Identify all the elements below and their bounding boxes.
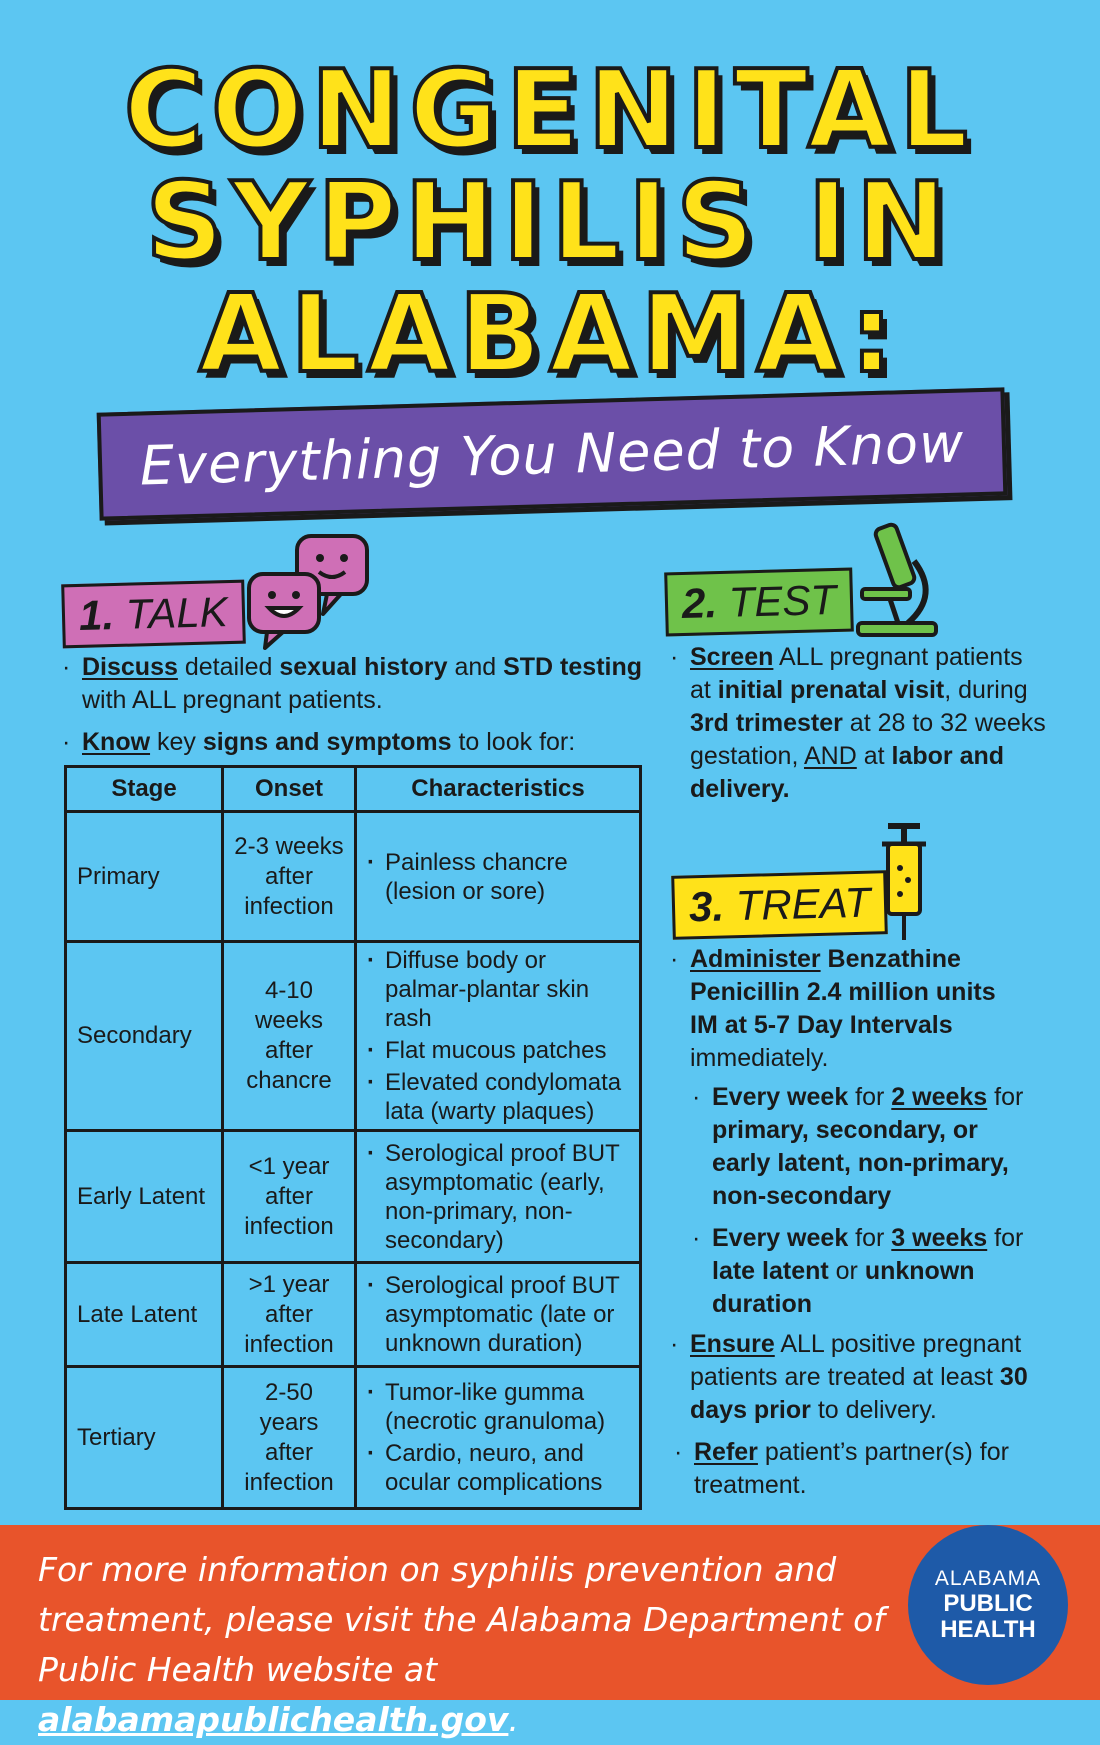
test-tag-word: TEST <box>728 575 837 626</box>
website-link[interactable]: alabamapublichealth.gov <box>38 1700 509 1739</box>
onset-cell: 2-3 weeks after infection <box>223 812 356 942</box>
stage-cell: Tertiary <box>66 1367 223 1509</box>
logo-line-2: PUBLIC <box>943 1590 1033 1617</box>
talk-bullet-discuss: · Discuss detailed sexual history and STD testing with ALL pregnant patients. <box>62 653 643 714</box>
talk-tag-word: TALK <box>125 588 229 638</box>
talk-tag-number: 1. <box>78 591 115 639</box>
characteristic-item: · Tumor-like gumma (necrotic granuloma) <box>367 1378 629 1436</box>
table-row <box>66 1131 641 1263</box>
treat-bullet-administer: · Administer Benzathine Penicillin 2.4 million units IM at 5-7 Day Intervals immediately. <box>670 945 996 1072</box>
treat-tag <box>671 870 888 940</box>
characteristic-item: · Elevated condylomata lata (warty plaques) <box>367 1068 629 1126</box>
treat-bullet-refer: · Refer patient’s partner(s) for treatment. <box>674 1438 1009 1499</box>
subtitle-banner <box>97 387 1008 520</box>
characteristic-item: · Cardio, neuro, and ocular complications <box>367 1439 629 1497</box>
stage-cell: Early Latent <box>66 1131 223 1263</box>
alabama-public-health-logo <box>908 1525 1068 1685</box>
characteristic-item: · Flat mucous patches <box>367 1036 629 1065</box>
treat-tag-word: TREAT <box>735 878 871 930</box>
syringe-icon <box>874 818 934 943</box>
header-onset: Onset <box>223 767 356 812</box>
treat-bullet-ensure: · Ensure ALL positive pregnant patients are treated at least 30 days prior to delivery. <box>670 1330 1028 1424</box>
title-line-3: ALABAMA: <box>198 272 902 397</box>
characteristics-cell <box>356 1263 641 1367</box>
microscope-icon <box>848 515 948 640</box>
characteristics-cell <box>356 812 641 942</box>
onset-cell: >1 year after infection <box>223 1263 356 1367</box>
onset-cell: 4-10 weeks after chancre <box>223 942 356 1131</box>
characteristic-item: · Serological proof BUT asymptomatic (late or unknown duration) <box>367 1271 629 1358</box>
onset-cell: 2-50 years after infection <box>223 1367 356 1509</box>
table-row <box>66 812 641 942</box>
logo-line-3: HEALTH <box>940 1616 1036 1643</box>
table-header-row <box>66 767 641 812</box>
table-row <box>66 1367 641 1509</box>
treat-sub-bullet-2-weeks: · Every week for 2 weeks for primary, secondary, or early latent, non-primary, non-secondary <box>692 1083 1024 1210</box>
header-stage: Stage <box>66 767 223 812</box>
characteristics-cell <box>356 1367 641 1509</box>
stages-table <box>64 765 642 1510</box>
test-tag <box>664 568 854 637</box>
stage-cell: Secondary <box>66 942 223 1131</box>
characteristics-cell <box>356 942 641 1131</box>
test-bullet-screen: · Screen ALL pregnant patients at initial prenatal visit, during 3rd trimester at 28 to 32 weeks gestation, AND at labor and delivery. <box>670 643 1046 803</box>
subtitle-text: Everything You Need to Know <box>139 411 965 497</box>
poster-title <box>0 48 1100 397</box>
treat-tag-number: 3. <box>688 882 725 931</box>
test-tag-number: 2. <box>681 579 718 628</box>
footer-text: For more information on syphilis prevention and treatment, please visit the Alabama Department of Public Health website at alabamapublichealth.gov. <box>38 1550 885 1739</box>
characteristic-item: · Serological proof BUT asymptomatic (early, non-primary, non-secondary) <box>367 1139 629 1255</box>
talk-bullet-know: · Know key signs and symptoms to look for: <box>62 728 576 756</box>
table-row <box>66 942 641 1131</box>
chat-bubbles-icon <box>245 532 375 650</box>
table-row <box>66 1263 641 1367</box>
stage-cell: Primary <box>66 812 223 942</box>
characteristic-item: · Diffuse body or palmar-plantar skin rash <box>367 946 629 1033</box>
title-line-2: SYPHILIS IN <box>145 160 955 285</box>
title-line-1: CONGENITAL <box>123 48 977 173</box>
header-characteristics: Characteristics <box>356 767 641 812</box>
onset-cell: <1 year after infection <box>223 1131 356 1263</box>
characteristic-item: · Painless chancre (lesion or sore) <box>367 848 629 906</box>
treat-sub-bullet-3-weeks: · Every week for 3 weeks for late latent or unknown duration <box>692 1224 1024 1318</box>
characteristics-cell <box>356 1131 641 1263</box>
stage-cell: Late Latent <box>66 1263 223 1367</box>
logo-line-1: ALABAMA <box>934 1567 1042 1590</box>
talk-tag <box>61 580 245 649</box>
